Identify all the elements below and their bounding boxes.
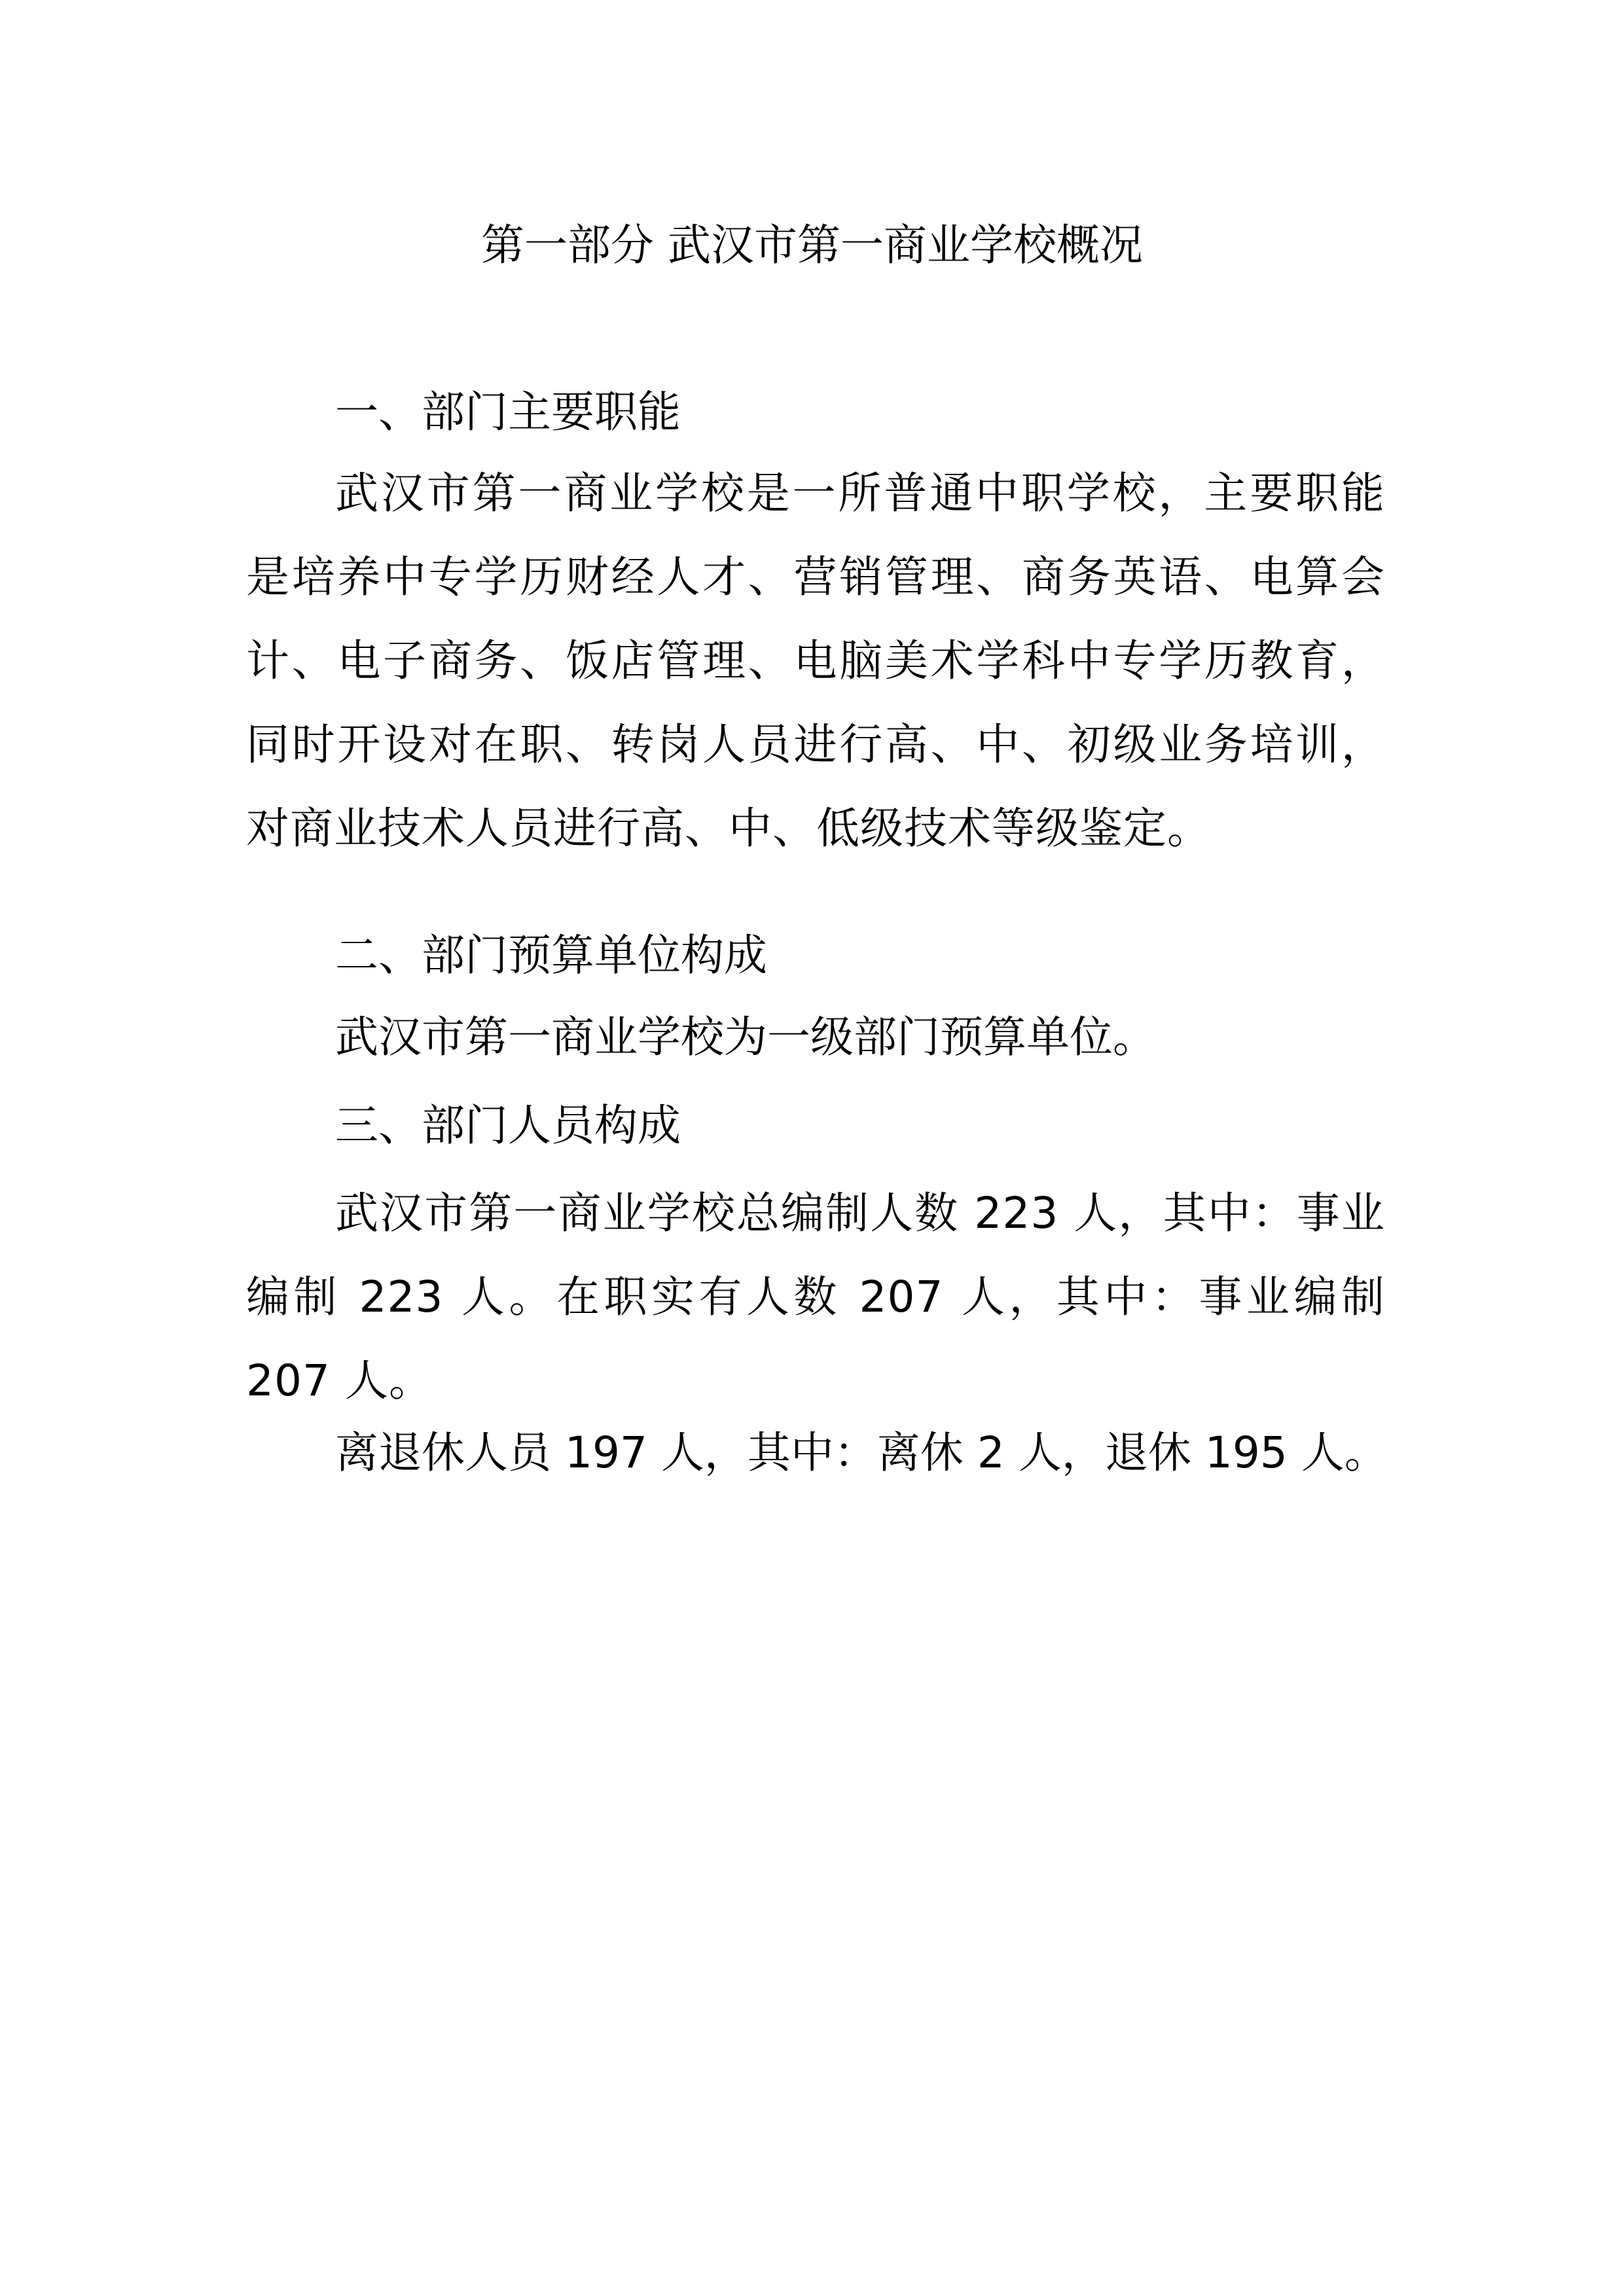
section-paragraph-functions: 武汉市第一商业学校是一所普通中职学校，主要职能是培养中专学历财经人才、营销管理、商务英语、电算会计、电子商务、饭店管理、电脑美术学科中专学历教育，同时开设对在职、转岗人员进行高、中、初级业务培训，对商业技术人员进行高、中、低级技术等级鉴定。 xyxy=(246,468,1385,853)
section-heading-budget-units: 二、部门预算单位构成 xyxy=(335,930,767,980)
section-paragraph-budget-units: 武汉市第一商业学校为一级部门预算单位。 xyxy=(335,1012,1156,1062)
section-heading-functions: 一、部门主要职能 xyxy=(335,387,681,437)
page-title: 第一部分 武汉市第一商业学校概况 xyxy=(481,220,1143,270)
section-heading-staff: 三、部门人员构成 xyxy=(335,1100,681,1151)
section-paragraph-retirees: 离退休人员 197 人，其中：离休 2 人，退休 195 人。 xyxy=(335,1427,1388,1478)
section-paragraph-staff: 武汉市第一商业学校总编制人数 223 人，其中：事业编制 223 人。在职实有人数 207 人，其中：事业编制 207 人。 xyxy=(246,1188,1385,1406)
